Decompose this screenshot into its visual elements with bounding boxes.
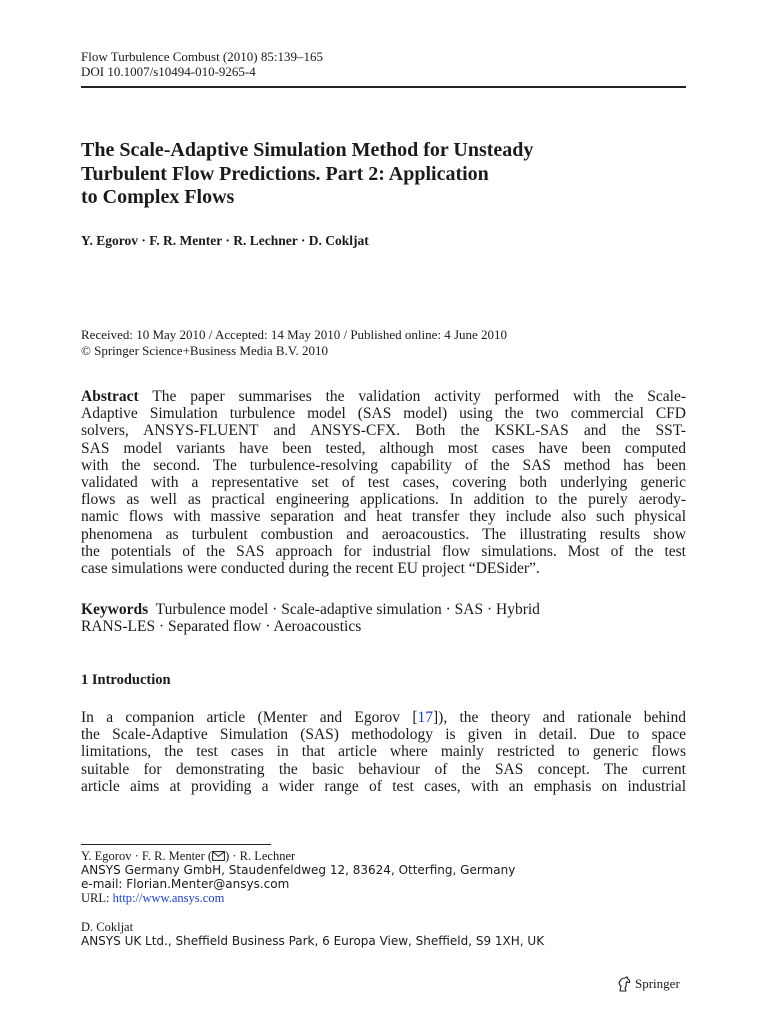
keywords-text: Turbulence model · Scale-adaptive simulation · SAS · Hybrid	[155, 601, 540, 618]
envelope-icon	[212, 851, 225, 861]
reference-link[interactable]: 17	[417, 709, 434, 726]
author-name: D. Cokljat	[308, 233, 369, 248]
journal-citation: Flow Turbulence Combust (2010) 85:139–165	[81, 49, 323, 64]
url-link[interactable]: http://www.ansys.com	[112, 891, 225, 905]
intro-line: the Scale-Adaptive Simulation (SAS) methodology is given in detail. Due to space	[81, 726, 686, 744]
paper-title	[81, 139, 686, 210]
publisher-logo	[617, 976, 680, 992]
abstract-line: the potentials of the SAS approach for industrial flow simulations. Most of the test	[81, 542, 686, 560]
abstract	[81, 388, 686, 577]
keywords	[81, 601, 686, 635]
abstract-label: Abstract	[81, 388, 139, 405]
footnote-author-4: D. Cokljat	[81, 920, 134, 934]
abstract-line: solvers, ANSYS-FLUENT and ANSYS-CFX. Both the KSKL-SAS and the SST-	[81, 422, 686, 440]
intro-line: In a companion article (Menter and Egorov [17]), the theory and rationale behind	[81, 709, 686, 726]
abstract-line: SAS model variants have been tested, although most cases have been computed	[81, 439, 686, 457]
footnote-email: e-mail: Florian.Menter@ansys.com	[81, 877, 290, 891]
title-line-2: Turbulent Flow Predictions. Part 2: Application	[81, 162, 489, 185]
author-name: R. Lechner	[233, 233, 298, 248]
abstract-line: flows as well as practical engineering applications. In addition to the purely aerody-	[81, 491, 686, 509]
abstract-line: namic flows with massive separation and heat transfer they include also such physical	[81, 508, 686, 526]
springer-horse-icon	[617, 976, 631, 992]
abstract-line: with the second. The turbulence-resolving capability of the SAS method has been	[81, 456, 686, 474]
publication-dates	[81, 327, 507, 358]
doi: DOI 10.1007/s10494-010-9265-4	[81, 64, 256, 79]
title-line-1: The Scale-Adaptive Simulation Method for Unsteady	[81, 139, 534, 161]
footnote-url: URL: http://www.ansys.com	[81, 891, 225, 905]
author-list	[81, 233, 369, 249]
abstract-line: Adaptive Simulation turbulence model (SAS model) using the two commercial CFD	[81, 405, 686, 423]
intro-line: limitations, the test cases in that article where mainly restricted to generic flows	[81, 743, 686, 761]
footnote-authors: Y. Egorov · F. R. Menter ( ) · R. Lechner	[81, 849, 296, 863]
author-name: Y. Egorov	[81, 233, 139, 248]
publisher-name: Springer	[635, 976, 680, 991]
abstract-line	[81, 388, 686, 405]
footnote-rule	[81, 844, 271, 845]
footnote-affiliation: ANSYS Germany GmbH, Staudenfeldweg 12, 83624, Otterfing, Germany	[81, 863, 516, 877]
introduction	[81, 709, 686, 795]
copyright: © Springer Science+Business Media B.V. 2010	[81, 342, 328, 358]
author-name: F. R. Menter	[149, 233, 223, 248]
title-line-3: to Complex Flows	[81, 186, 235, 208]
abstract-line: case simulations were conducted during the recent EU project “DESider”.	[81, 559, 540, 577]
keywords-line: RANS-LES · Separated flow · Aeroacoustics	[81, 618, 362, 636]
header-rule	[81, 86, 686, 88]
intro-line: article aims at providing a wider range of test cases, with an emphasis on industrial	[81, 777, 686, 795]
section-heading: 1 Introduction	[81, 672, 171, 688]
intro-line: suitable for demonstrating the basic behaviour of the SAS concept. The current	[81, 760, 686, 778]
footnote-affiliation-2: ANSYS UK Ltd., Sheffield Business Park, 6 Europa View, Sheffield, S9 1XH, UK	[81, 934, 545, 948]
keywords-label: Keywords	[81, 601, 149, 618]
keywords-line	[81, 601, 686, 618]
received-dates: Received: 10 May 2010 / Accepted: 14 May 2010 / Published online: 4 June 2010	[81, 327, 508, 342]
abstract-text: The paper summarises the validation activity performed with the Scale-	[152, 388, 686, 405]
author-separator: ·	[225, 233, 230, 248]
abstract-line: phenomena as turbulent combustion and aeroacoustics. The illustrating results show	[81, 525, 686, 543]
abstract-line: validated with a representative set of test cases, covering both underlying generic	[81, 473, 686, 491]
author-separator: ·	[141, 233, 146, 248]
author-separator: ·	[300, 233, 306, 248]
